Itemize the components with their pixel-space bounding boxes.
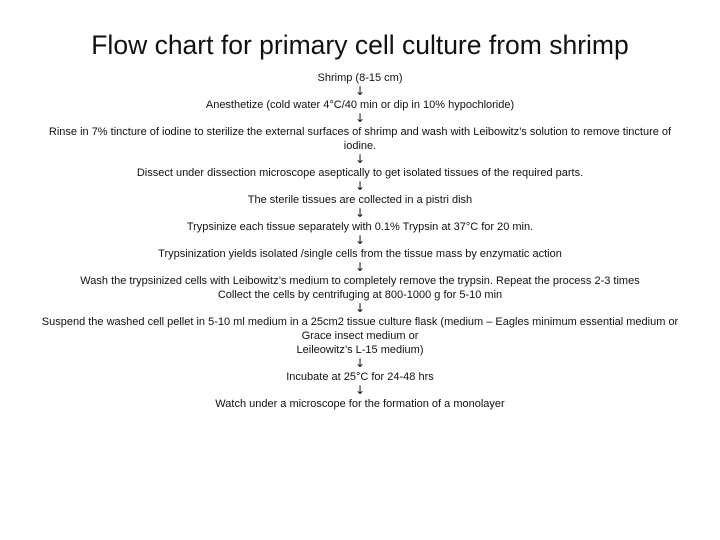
step-suspend-pellet: Suspend the washed cell pellet in 5-10 ml medium in a 25cm2 tissue culture flask (medium – Eagles minimum essential medium or Grace insect medium or — [41, 316, 679, 342]
step-wash-cells: Wash the trypsinized cells with Leibowitz’s medium to completely remove the trypsin. Repeat the process 2-3 times — [80, 275, 640, 287]
step-collect-tissues: The sterile tissues are collected in a pistri dish — [247, 194, 473, 206]
page-title: Flow chart for primary cell culture from shrimp — [91, 30, 629, 60]
step-shrimp: Shrimp (8-15 cm) — [317, 72, 403, 84]
down-arrow-icon: ↓ — [354, 111, 366, 125]
down-arrow-icon: ↓ — [354, 356, 366, 370]
down-arrow-icon: ↓ — [354, 152, 366, 166]
down-arrow-icon: ↓ — [354, 179, 366, 193]
step-incubate: Incubate at 25°C for 24-48 hrs — [286, 371, 434, 383]
down-arrow-icon: ↓ — [354, 84, 366, 98]
step-dissect: Dissect under dissection microscope aseptically to get isolated tissues of the required parts. — [136, 167, 584, 179]
step-single-cells: Trypsinization yields isolated /single cells from the tissue mass by enzymatic action — [158, 248, 562, 260]
step-observe-monolayer: Watch under a microscope for the formation of a monolayer — [215, 398, 505, 410]
step-suspend-pellet-medium: Leileowitz’s L-15 medium) — [296, 344, 424, 356]
flowchart — [40, 71, 680, 411]
down-arrow-icon: ↓ — [354, 260, 366, 274]
down-arrow-icon: ↓ — [354, 383, 366, 397]
step-trypsinize: Trypsinize each tissue separately with 0.1% Trypsin at 37°C for 20 min. — [186, 221, 534, 233]
down-arrow-icon: ↓ — [354, 206, 366, 220]
step-anesthetize: Anesthetize (cold water 4°C/40 min or dip in 10% hypochloride) — [205, 99, 515, 111]
down-arrow-icon: ↓ — [354, 301, 366, 315]
step-centrifuge: Collect the cells by centrifuging at 800-1000 g for 5-10 min — [217, 289, 503, 301]
down-arrow-icon: ↓ — [354, 233, 366, 247]
step-sterilize: Rinse in 7% tincture of iodine to sterilize the external surfaces of shrimp and wash with Leibowitz’s solution to remove tincture of iodine. — [48, 126, 672, 152]
